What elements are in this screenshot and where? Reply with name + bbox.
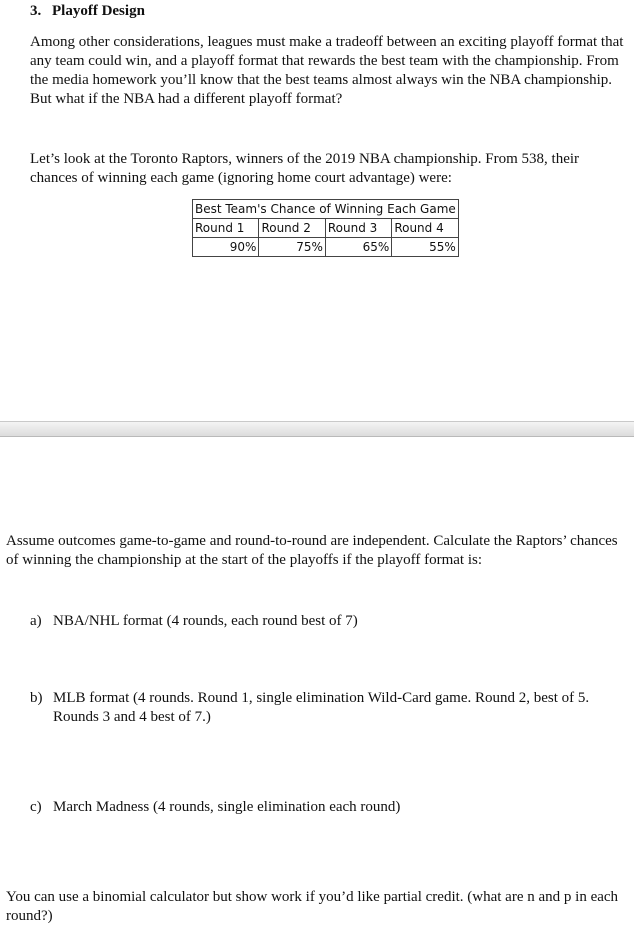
context-paragraph: Let’s look at the Toronto Raptors, winners of the 2019 NBA championship. From 538, their chances of winning each game (ignoring home court advantage) were: bbox=[30, 151, 580, 186]
table-value-round-3: 65% bbox=[325, 238, 391, 257]
question-c-marker: c) bbox=[30, 799, 42, 815]
section-number: 3. bbox=[30, 3, 42, 19]
question-b-marker: b) bbox=[30, 690, 43, 706]
table-header-row bbox=[193, 219, 459, 238]
section-heading bbox=[30, 2, 145, 21]
table-value-round-4: 55% bbox=[392, 238, 458, 257]
assumption-paragraph: Assume outcomes game-to-game and round-to-round are independent. Calculate the Raptors’ chances of winning the championship at the start of the playoffs if the playoff format is: bbox=[6, 533, 618, 568]
question-a bbox=[30, 612, 626, 631]
question-c-text: March Madness (4 rounds, single elimination each round) bbox=[53, 799, 401, 815]
table-value-round-1: 90% bbox=[193, 238, 259, 257]
table-header-round-3: Round 3 bbox=[325, 219, 391, 238]
table-title-row bbox=[193, 200, 459, 219]
table-title: Best Team's Chance of Winning Each Game bbox=[193, 200, 459, 219]
question-a-text: NBA/NHL format (4 rounds, each round best of 7) bbox=[53, 613, 358, 629]
page-break-divider bbox=[0, 421, 634, 437]
table-value-row bbox=[193, 238, 459, 257]
question-b bbox=[30, 689, 626, 727]
question-c bbox=[30, 798, 626, 817]
table-header-round-1: Round 1 bbox=[193, 219, 259, 238]
question-b-text: MLB format (4 rounds. Round 1, single elimination Wild-Card game. Round 2, best of 5. Rounds 3 and 4 best of 7.) bbox=[53, 690, 590, 725]
intro-paragraph: Among other considerations, leagues must make a tradeoff between an exciting playoff format that any team could win, and a playoff format that rewards the best team with the championship. From the media homework you’ll know that the best teams almost always win the NBA championship. But what if the NBA had a different playoff format? bbox=[30, 34, 624, 107]
section-title: Playoff Design bbox=[52, 3, 145, 19]
table-header-round-2: Round 2 bbox=[259, 219, 325, 238]
closing-paragraph: You can use a binomial calculator but show work if you’d like partial credit. (what are n and p in each round?) bbox=[6, 889, 619, 924]
table-value-round-2: 75% bbox=[259, 238, 325, 257]
win-chance-table bbox=[192, 199, 459, 257]
table-header-round-4: Round 4 bbox=[392, 219, 458, 238]
question-a-marker: a) bbox=[30, 613, 42, 629]
